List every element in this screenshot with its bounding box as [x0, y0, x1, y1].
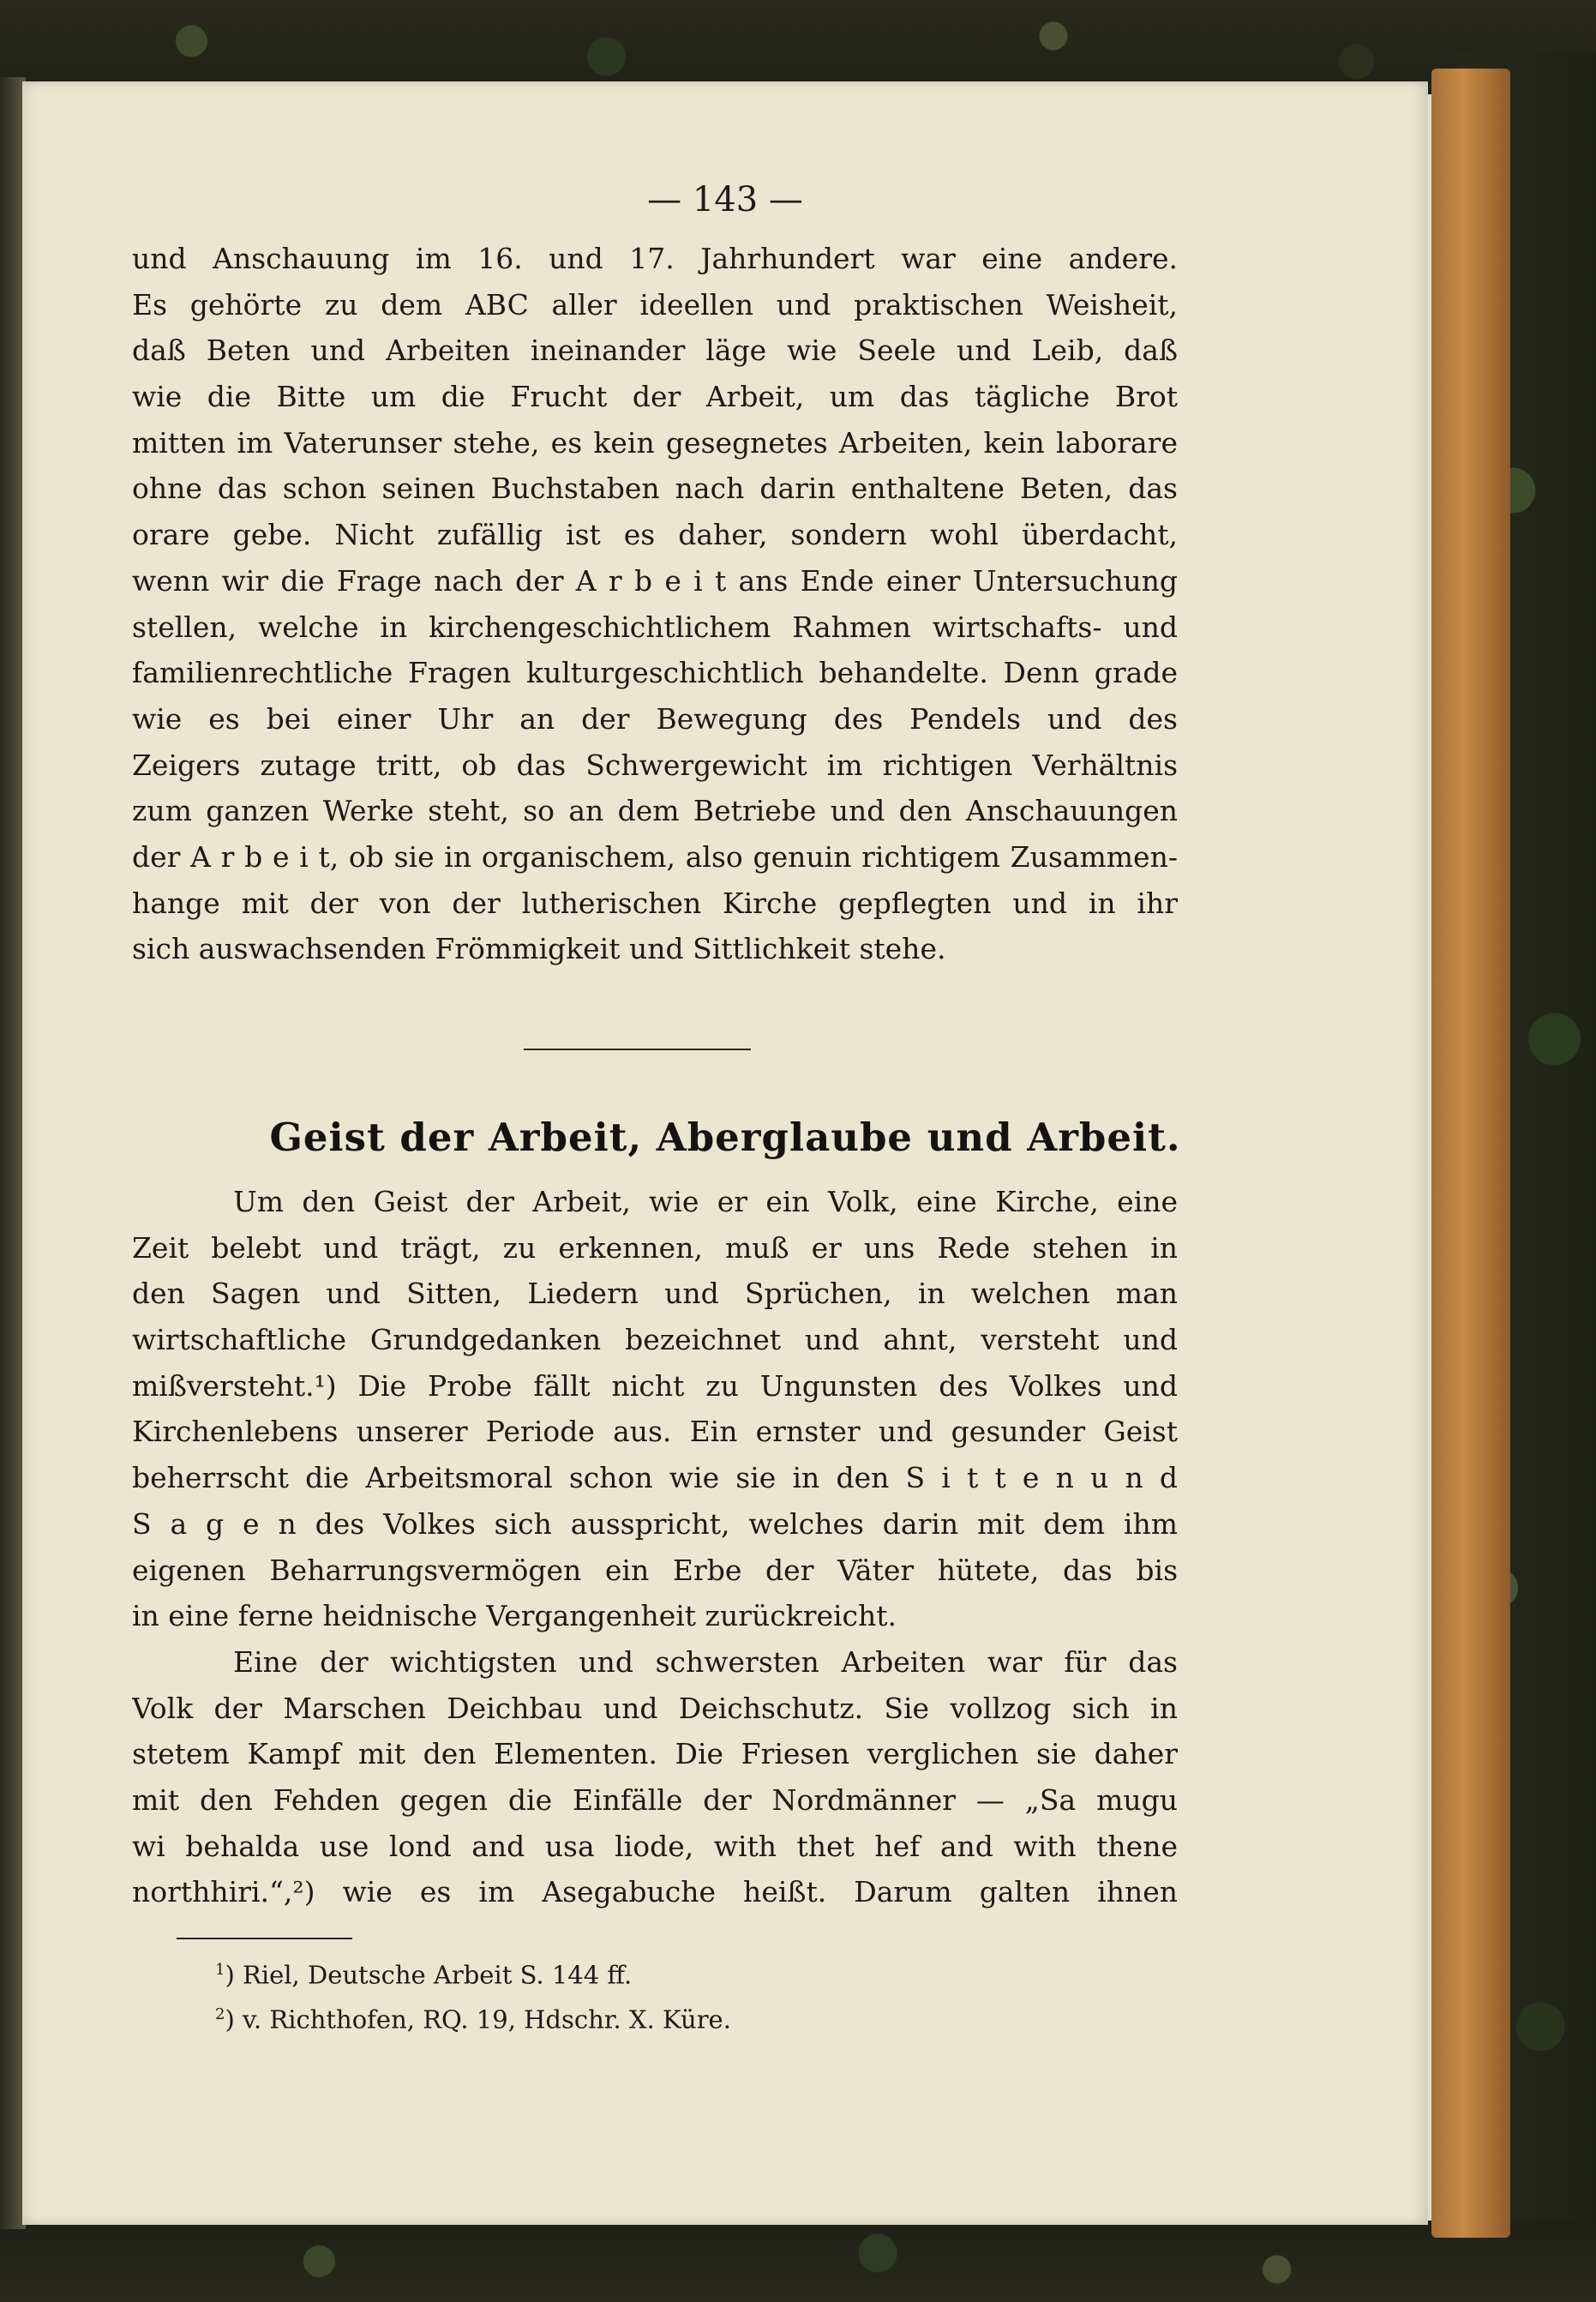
- text-line: ohne das schon seinen Buchstaben nach darin enthaltene Beten, das: [132, 472, 1178, 506]
- text-line: sich auswachsenden Frömmigkeit und Sittlichkeit stehe.: [132, 932, 946, 966]
- paragraph-3: [132, 1639, 1178, 1915]
- footnote-2: [215, 1995, 987, 2040]
- book-page: [22, 81, 1428, 2225]
- text-line: mit den Fehden gegen die Einfälle der Nordmänner — „Sa mugu: [132, 1783, 1178, 1818]
- text-line: S a g e n des Volkes sich ausspricht, welches darin mit dem ihm: [132, 1506, 1178, 1541]
- footnote-text: ) Riel, Deutsche Arbeit S. 144 ff.: [225, 1960, 633, 1990]
- text-line: den Sagen und Sitten, Liedern und Sprüchen, in welchen man: [132, 1277, 1178, 1311]
- section-divider: [524, 1049, 751, 1050]
- paragraph-1: [132, 236, 1178, 972]
- text-line: Eine der wichtigsten und schwersten Arbeiten war für das: [233, 1645, 1178, 1679]
- footnotes: [215, 1950, 987, 2039]
- text-line: beherrscht die Arbeitsmoral schon wie sie in den S i t t e n u n d: [132, 1461, 1178, 1495]
- text-line: northhiri.“,²) wie es im Asegabuche heißt. Darum galten ihnen: [132, 1875, 1178, 1909]
- text-line: stellen, welche in kirchengeschichtlichem Rahmen wirtschafts- und: [132, 610, 1178, 644]
- leather-binding: [1431, 69, 1510, 2238]
- text-line: in eine ferne heidnische Vergangenheit zurückreicht.: [132, 1599, 897, 1633]
- footnote-divider: [177, 1938, 352, 1939]
- text-line: mißversteht.¹) Die Probe fällt nicht zu Ungunsten des Volkes und: [132, 1368, 1178, 1403]
- text-line: wirtschaftliche Grundgedanken bezeichnet und ahnt, versteht und: [132, 1323, 1178, 1357]
- section-heading: Geist der Arbeit, Aberglaube und Arbeit.: [269, 1115, 1181, 1160]
- page-number: — 143 —: [647, 180, 803, 219]
- text-line: zum ganzen Werke steht, so an dem Betriebe und den Anschauungen: [132, 794, 1178, 828]
- footnote-1: [215, 1950, 987, 1995]
- text-line: orare gebe. Nicht zufällig ist es daher, sondern wohl überdacht,: [132, 518, 1178, 552]
- text-line: wie es bei einer Uhr an der Bewegung des Pendels und des: [132, 701, 1178, 736]
- book-cover-bottom: [0, 2221, 1596, 2302]
- text-line: wi behalda use lond and usa liode, with thet hef and with thene: [132, 1829, 1178, 1863]
- text-line: daß Beten und Arbeiten ineinander läge wie Seele und Leib, daß: [132, 334, 1178, 368]
- text-line: Volk der Marschen Deichbau und Deichschutz. Sie vollzog sich in: [132, 1691, 1178, 1725]
- text-line: wie die Bitte um die Frucht der Arbeit, um das tägliche Brot: [132, 380, 1178, 414]
- text-line: und Anschauung im 16. und 17. Jahrhundert war eine andere.: [132, 242, 1178, 275]
- text-line: Um den Geist der Arbeit, wie er ein Volk, eine Kirche, eine: [233, 1185, 1178, 1218]
- text-line: wenn wir die Frage nach der A r b e i t ans Ende einer Untersuchung: [132, 563, 1178, 598]
- text-line: mitten im Vaterunser stehe, es kein gesegnetes Arbeiten, kein laborare: [132, 425, 1178, 460]
- text-line: eigenen Beharrungsvermögen ein Erbe der Väter hütete, das bis: [132, 1553, 1178, 1587]
- paragraph-2: [132, 1179, 1178, 1639]
- text-line: familienrechtliche Fragen kulturgeschichtlich behandelte. Denn grade: [132, 656, 1178, 690]
- footnote-mark: 1: [215, 1961, 225, 1979]
- text-line: Zeit belebt und trägt, zu erkennen, muß er uns Rede stehen in: [132, 1230, 1178, 1265]
- text-line: Es gehörte zu dem ABC aller ideellen und praktischen Weisheit,: [132, 287, 1178, 322]
- text-line: hange mit der von der lutherischen Kirche gepflegten und in ihr: [132, 886, 1178, 920]
- footnote-text: ) v. Richthofen, RQ. 19, Hdschr. X. Küre.: [225, 2004, 731, 2035]
- text-line: der A r b e i t, ob sie in organischem, also genuin richtigem Zusammen-: [132, 839, 1178, 874]
- text-line: Zeigers zutage tritt, ob das Schwergewicht im richtigen Verhältnis: [132, 748, 1178, 782]
- text-line: Kirchenlebens unserer Periode aus. Ein ernster und gesunder Geist: [132, 1415, 1178, 1449]
- text-line: stetem Kampf mit den Elementen. Die Friesen verglichen sie daher: [132, 1737, 1178, 1771]
- footnote-mark: 2: [215, 2004, 225, 2023]
